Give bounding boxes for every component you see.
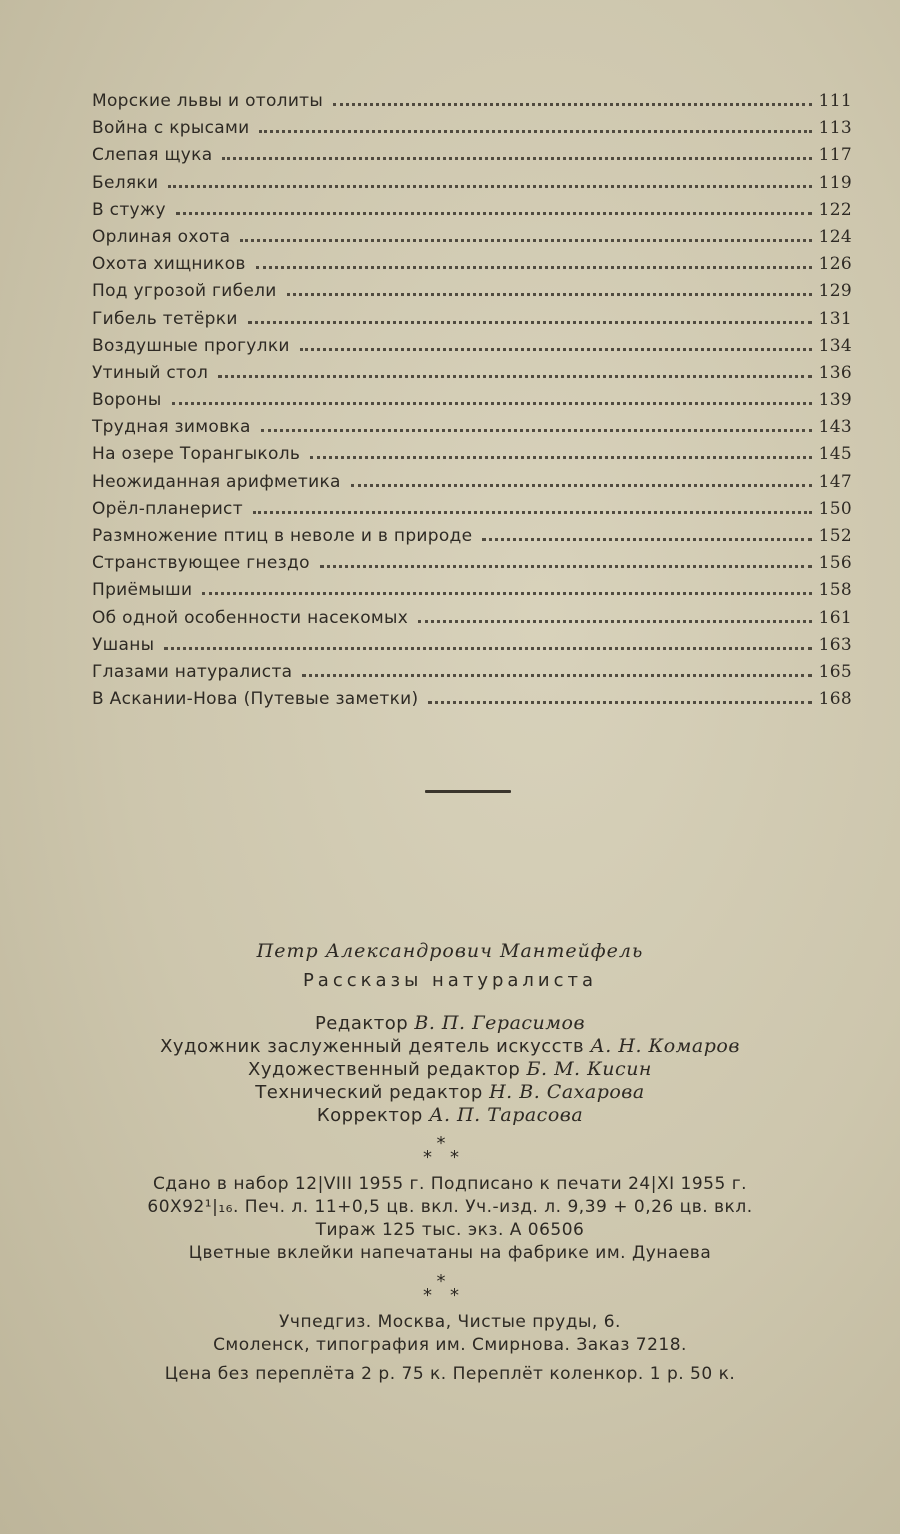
toc-page-number: 145 bbox=[818, 444, 852, 465]
toc-title: Воздушные прогулки bbox=[92, 335, 290, 356]
toc-page-number: 117 bbox=[818, 145, 852, 166]
publisher-line: Учпедгиз. Москва, Чистые пруды, 6. bbox=[279, 1312, 621, 1332]
toc-title: Размножение птиц в неволе и в природе bbox=[92, 526, 473, 546]
toc-entry bbox=[92, 469, 852, 496]
toc-title: Орёл-планерист bbox=[92, 498, 243, 519]
author-name: Петр Александрович Мантейфель bbox=[256, 940, 644, 962]
toc-title: Слепая щука bbox=[92, 145, 213, 166]
asterism-separator bbox=[0, 1271, 900, 1306]
toc-entry bbox=[92, 441, 852, 468]
toc-leader-dots bbox=[168, 185, 812, 188]
toc-title: Беляки bbox=[92, 172, 159, 193]
asterisk: * bbox=[450, 1147, 477, 1168]
toc-page-number: 129 bbox=[818, 281, 852, 302]
toc-entry bbox=[92, 632, 852, 659]
toc-title: Об одной особенности насекомых bbox=[92, 607, 409, 628]
credit-person: В. П. Герасимов bbox=[414, 1012, 586, 1034]
toc-title: Под угрозой гибели bbox=[92, 281, 277, 302]
toc-title: Вороны bbox=[92, 390, 162, 411]
asterisk: * bbox=[436, 1271, 464, 1292]
toc-leader-dots bbox=[202, 592, 812, 595]
toc-page-number: 113 bbox=[818, 118, 852, 139]
toc-entry bbox=[92, 197, 852, 224]
publisher-line: Смоленск, типография им. Смирнова. Заказ 7218. bbox=[213, 1335, 687, 1355]
toc-leader-dots bbox=[482, 538, 812, 541]
toc-title: На озере Торангыколь bbox=[92, 444, 301, 465]
toc-title: В Аскании-Нова (Путевые заметки) bbox=[92, 689, 419, 710]
book-title: Рассказы натуралиста bbox=[302, 970, 598, 991]
price-line: Цена без переплёта 2 р. 75 к. Переплёт коленкор. 1 р. 50 к. bbox=[164, 1364, 736, 1384]
toc-page-number: 122 bbox=[818, 199, 852, 220]
credit-person: А. Н. Комаров bbox=[590, 1035, 740, 1057]
print-details-line: Сдано в набор 12|VIII 1955 г. Подписано к печати 24|XI 1955 г. bbox=[152, 1174, 748, 1194]
credit-person: А. П. Тарасова bbox=[429, 1104, 584, 1126]
toc-leader-dots bbox=[261, 429, 812, 432]
credit-role: Корректор bbox=[316, 1105, 423, 1126]
toc-page-number: 165 bbox=[818, 661, 852, 682]
toc-page-number: 163 bbox=[818, 634, 852, 655]
toc-entry bbox=[92, 686, 852, 713]
toc-leader-dots bbox=[240, 239, 812, 242]
toc-leader-dots bbox=[287, 293, 812, 296]
print-details-line: Тираж 125 тыс. экз. А 06506 bbox=[315, 1220, 585, 1240]
credit-line bbox=[0, 1104, 900, 1127]
toc-leader-dots bbox=[351, 484, 812, 487]
toc-entry bbox=[92, 115, 852, 142]
toc-entry bbox=[92, 550, 852, 577]
toc-entry bbox=[92, 142, 852, 169]
toc-page-number: 134 bbox=[818, 335, 852, 356]
toc-entry bbox=[92, 306, 852, 333]
toc-leader-dots bbox=[218, 375, 812, 378]
toc-title: Трудная зимовка bbox=[92, 417, 251, 438]
toc-leader-dots bbox=[256, 266, 812, 269]
toc-page-number: 119 bbox=[818, 172, 852, 193]
toc-entry bbox=[92, 496, 852, 523]
toc-title: Утиный стол bbox=[92, 362, 209, 383]
toc-page-number: 161 bbox=[818, 607, 852, 628]
credit-role: Художник заслуженный деятель искусств bbox=[160, 1036, 585, 1057]
toc-page-number: 131 bbox=[818, 308, 852, 329]
print-details-line: Цветные вклейки напечатаны на фабрике им. Дунаева bbox=[188, 1243, 712, 1263]
toc-title: Орлиная охота bbox=[92, 226, 231, 247]
credit-role: Редактор bbox=[314, 1013, 409, 1034]
toc-title: В стужу bbox=[92, 199, 166, 220]
section-divider bbox=[425, 790, 511, 793]
toc-leader-dots bbox=[176, 212, 812, 215]
toc-page-number: 168 bbox=[818, 689, 852, 710]
asterisk: * bbox=[423, 1147, 450, 1168]
toc-entry bbox=[92, 659, 852, 686]
credit-role: Технический редактор bbox=[255, 1082, 483, 1103]
toc-title: Неожиданная арифметика bbox=[92, 471, 341, 492]
toc-entry bbox=[92, 88, 852, 115]
toc-leader-dots bbox=[222, 157, 812, 160]
toc-title: Гибель тетёрки bbox=[92, 308, 238, 329]
toc-entry bbox=[92, 387, 852, 414]
toc-page-number: 143 bbox=[818, 417, 852, 438]
toc-page-number: 147 bbox=[818, 471, 852, 492]
toc-leader-dots bbox=[172, 402, 812, 405]
toc-page-number: 152 bbox=[818, 526, 852, 546]
asterisk: * bbox=[423, 1285, 450, 1306]
table-of-contents bbox=[92, 88, 852, 713]
asterisk: * bbox=[450, 1285, 477, 1306]
toc-page-number: 156 bbox=[818, 553, 852, 574]
credit-line bbox=[0, 1081, 900, 1104]
toc-leader-dots bbox=[248, 321, 812, 324]
credit-role: Художественный редактор bbox=[248, 1059, 521, 1080]
credit-person: Б. М. Кисин bbox=[526, 1058, 652, 1080]
toc-title: Война с крысами bbox=[92, 118, 250, 139]
toc-entry bbox=[92, 523, 852, 550]
colophon bbox=[0, 936, 900, 1386]
toc-leader-dots bbox=[333, 103, 812, 106]
toc-entry bbox=[92, 333, 852, 360]
toc-page-number: 150 bbox=[818, 498, 852, 519]
toc-entry bbox=[92, 251, 852, 278]
toc-title: Ушаны bbox=[92, 634, 155, 655]
toc-page-number: 136 bbox=[818, 362, 852, 383]
toc-page-number: 126 bbox=[818, 254, 852, 275]
credit-line bbox=[0, 1058, 900, 1081]
toc-leader-dots bbox=[300, 348, 812, 351]
toc-page-number: 139 bbox=[818, 390, 852, 411]
toc-title: Приёмыши bbox=[92, 580, 193, 601]
toc-page-number: 158 bbox=[818, 580, 852, 601]
toc-entry bbox=[92, 577, 852, 604]
toc-leader-dots bbox=[310, 456, 812, 459]
toc-entry bbox=[92, 605, 852, 632]
toc-title: Странствующее гнездо bbox=[92, 553, 310, 574]
toc-leader-dots bbox=[253, 511, 812, 514]
asterisk: * bbox=[436, 1133, 464, 1154]
toc-title: Охота хищников bbox=[92, 254, 246, 275]
toc-leader-dots bbox=[259, 130, 812, 133]
credit-person: Н. В. Сахарова bbox=[489, 1081, 645, 1103]
toc-entry bbox=[92, 224, 852, 251]
toc-leader-dots bbox=[302, 674, 812, 677]
toc-entry bbox=[92, 170, 852, 197]
toc-leader-dots bbox=[164, 647, 812, 650]
toc-page-number: 124 bbox=[818, 226, 852, 247]
print-details-line: 60Х92¹|₁₆. Печ. л. 11+0,5 цв. вкл. Уч.-изд. л. 9,39 + 0,26 цв. вкл. bbox=[147, 1197, 753, 1217]
toc-entry bbox=[92, 414, 852, 441]
credit-line bbox=[0, 1035, 900, 1058]
toc-title: Глазами натуралиста bbox=[92, 661, 293, 682]
toc-leader-dots bbox=[418, 620, 812, 623]
credit-line bbox=[0, 1012, 900, 1035]
toc-entry bbox=[92, 360, 852, 387]
asterism-separator bbox=[0, 1133, 900, 1168]
toc-leader-dots bbox=[320, 565, 812, 568]
toc-title: Морские львы и отолиты bbox=[92, 91, 324, 111]
toc-leader-dots bbox=[428, 701, 812, 704]
toc-page-number: 111 bbox=[818, 91, 852, 111]
toc-entry bbox=[92, 278, 852, 305]
